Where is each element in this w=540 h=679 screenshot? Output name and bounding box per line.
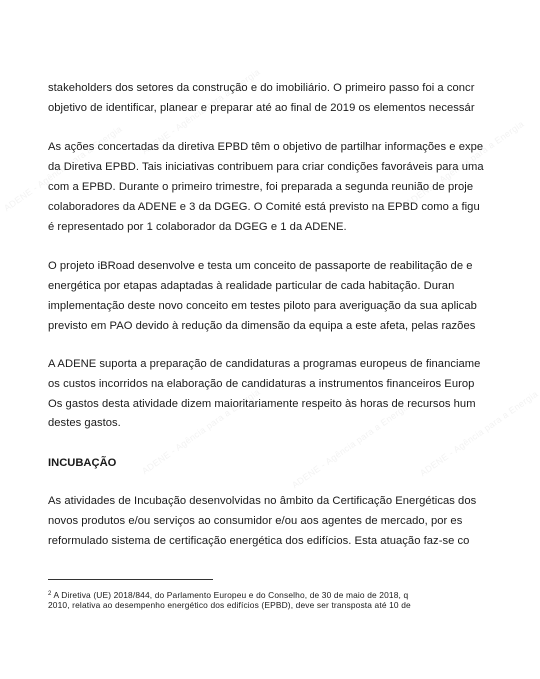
body-text-line: O projeto iBRoad desenvolve e testa um conceito de passaporte de reabilitação de e (48, 260, 473, 272)
watermark: ADENE - Agência para a Energia (418, 388, 540, 479)
body-text-line: colaboradores da ADENE e 3 da DGEG. O Comité está previsto na EPBD como a figu (48, 201, 480, 213)
body-text-line: stakeholders dos setores da construção e do imobiliário. O primeiro passo foi a concr (48, 82, 475, 94)
footnote-line: 2010, relativa ao desempenho energético dos edifícios (EPBD), deve ser transposta até 10 de (48, 600, 411, 610)
body-text-line: previsto em PAO devido à redução da dimensão da equipa a este afeta, pelas razões (48, 320, 476, 332)
body-text-line: implementação deste novo conceito em testes piloto para averiguação da sua aplicab (48, 300, 477, 312)
body-text-line: os custos incorridos na elaboração de candidaturas a instrumentos financeiros Europ (48, 378, 475, 390)
watermark: ADENE - Agência para a Energia (290, 400, 412, 491)
footnote-text: A Diretiva (UE) 2018/844, do Parlamento Europeu e do Conselho, de 30 de maio de 2018, q (51, 590, 409, 600)
watermark: ADENE - Agência para a Energia (2, 123, 124, 214)
watermark: ADENE - Agência para a Energia (140, 386, 262, 477)
body-text-line: A ADENE suporta a preparação de candidaturas a programas europeus de financiame (48, 358, 481, 370)
body-text-line: novos produtos e/ou serviços ao consumidor e/ou aos agentes de mercado, por es (48, 515, 463, 527)
body-text-line: As atividades de Incubação desenvolvidas no âmbito da Certificação Energéticas dos (48, 495, 477, 507)
watermark: ADENE - Agência para a Energia (404, 118, 526, 209)
body-text-line: objetivo de identificar, planear e preparar até ao final de 2019 os elementos necessár (48, 102, 475, 114)
footnote-separator (48, 579, 213, 580)
body-text-line: destes gastos. (48, 417, 121, 429)
body-text-line: da Diretiva EPBD. Tais iniciativas contribuem para criar condições favoráveis para uma (48, 161, 484, 173)
watermark: ADENE - Agência para a Energia (140, 66, 262, 157)
body-text-line: As ações concertadas da diretiva EPBD têm o objetivo de partilhar informações e expe (48, 141, 484, 153)
body-text-line: energética por etapas adaptadas à realidade particular de cada habitação. Duran (48, 280, 455, 292)
body-text-line: com a EPBD. Durante o primeiro trimestre, foi preparada a segunda reunião de proje (48, 181, 474, 193)
section-heading: INCUBAÇÃO (48, 457, 117, 469)
footnote-marker: 2 (48, 591, 52, 597)
body-text-line: Os gastos desta atividade dizem maioritariamente respeito às horas de recursos hum (48, 398, 476, 410)
body-text-line: é representado por 1 colaborador da DGEG e 1 da ADENE. (48, 221, 347, 233)
body-text-line: reformulado sistema de certificação energética dos edifícios. Esta atuação faz-se co (48, 535, 470, 547)
